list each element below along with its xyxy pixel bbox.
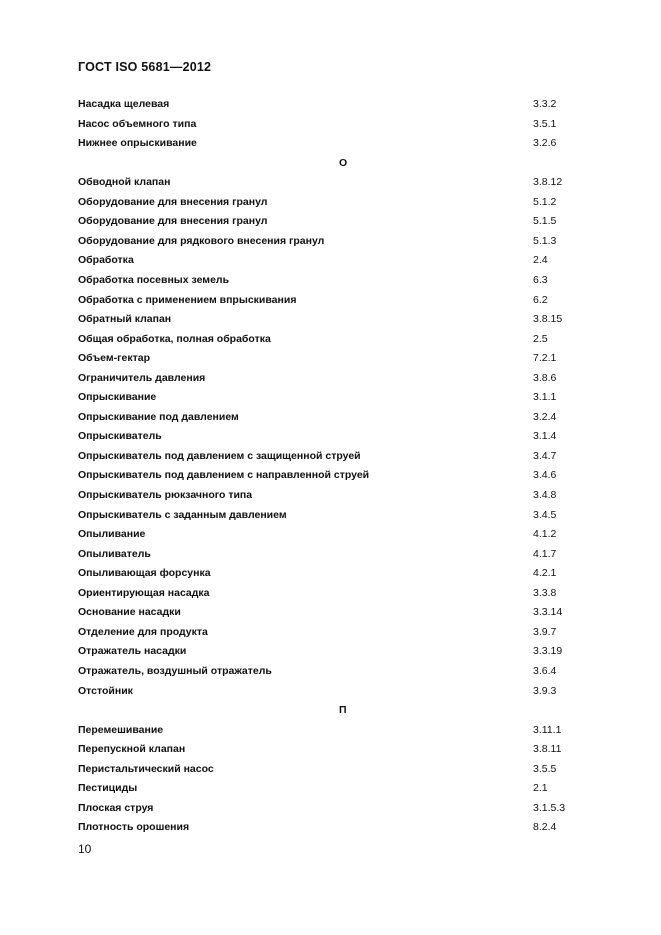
index-term: Плотность орошения (78, 821, 190, 833)
index-entry (78, 819, 598, 835)
index-term: Оборудование для внесения гранул (78, 215, 268, 227)
index-reference: 3.11.1 (533, 724, 562, 736)
index-term: Отделение для продукта (78, 626, 208, 638)
index-term: Опрыскивание под давлением (78, 411, 239, 423)
index-term: Оборудование для внесения гранул (78, 196, 268, 208)
index-reference: 4.2.1 (533, 567, 557, 579)
index-entry (78, 213, 598, 229)
index-entry (78, 780, 598, 796)
index-entry (78, 409, 598, 425)
index-reference: 3.1.4 (533, 430, 557, 442)
index-term: Опрыскиватель (78, 430, 162, 442)
index-term: Обработка посевных земель (78, 274, 230, 286)
index-entry (78, 565, 598, 581)
index-entry (78, 761, 598, 777)
index-reference: 3.1.5.3 (533, 802, 566, 814)
index-term: Опрыскиватель рюкзачного типа (78, 489, 253, 501)
index-reference: 5.1.5 (533, 215, 557, 227)
index-term: Отражатель, воздушный отражатель (78, 665, 272, 677)
index-reference: 3.8.15 (533, 313, 563, 325)
index-reference: 3.4.5 (533, 509, 557, 521)
index-reference: 4.1.2 (533, 528, 557, 540)
index-reference: 3.8.11 (533, 743, 562, 755)
index-entry (78, 683, 598, 699)
index-reference: 3.2.6 (533, 137, 557, 149)
index-term: Отстойник (78, 685, 133, 697)
index-term: Опрыскиватель под давлением с направленной струей (78, 469, 370, 481)
index-reference: 3.8.6 (533, 372, 557, 384)
index-entry (78, 487, 598, 503)
index-entry (78, 546, 598, 562)
index-reference: 3.5.1 (533, 118, 557, 130)
index-reference: 3.3.19 (533, 645, 563, 657)
index-entry (78, 272, 598, 288)
index-letter-heading: О (339, 157, 348, 169)
index-entry (78, 585, 598, 601)
index-entry (78, 252, 598, 268)
index-reference: 2.5 (533, 333, 548, 345)
index-reference: 6.2 (533, 294, 548, 306)
index-term: Обводной клапан (78, 176, 171, 188)
index-term: Перепускной клапан (78, 743, 186, 755)
index-term: Опрыскивание (78, 391, 157, 403)
index-term: Опыливающая форсунка (78, 567, 211, 579)
index-term: Объем-гектар (78, 352, 150, 364)
index-entry (78, 507, 598, 523)
index-reference: 3.9.7 (533, 626, 557, 638)
index-reference: 3.9.3 (533, 685, 557, 697)
index-reference: 5.1.2 (533, 196, 557, 208)
index-reference: 3.4.7 (533, 450, 557, 462)
index-term: Обработка (78, 254, 134, 266)
index-entry (78, 643, 598, 659)
index-entry (78, 135, 598, 151)
document-header: ГОСТ ISO 5681—2012 (78, 60, 212, 74)
index-entry (78, 311, 598, 327)
index-entry (78, 467, 598, 483)
index-entry (78, 389, 598, 405)
index-reference: 2.4 (533, 254, 548, 266)
index-reference: 3.3.14 (533, 606, 563, 618)
index-term: Плоская струя (78, 802, 154, 814)
index-term: Перемешивание (78, 724, 164, 736)
index-term: Опыливание (78, 528, 146, 540)
index-reference: 3.8.12 (533, 176, 563, 188)
index-entry (78, 350, 598, 366)
index-entry (78, 448, 598, 464)
index-reference: 3.3.8 (533, 587, 557, 599)
index-entry (78, 428, 598, 444)
index-term: Обработка с применением впрыскивания (78, 294, 297, 306)
index-term: Основание насадки (78, 606, 181, 618)
index-reference: 3.5.5 (533, 763, 557, 775)
index-reference: 3.2.4 (533, 411, 557, 423)
index-entry (78, 800, 598, 816)
index-entry (78, 663, 598, 679)
index-letter-heading: П (339, 704, 347, 716)
index-term: Пестициды (78, 782, 138, 794)
index-entry (78, 722, 598, 738)
index-reference: 2.1 (533, 782, 548, 794)
index-reference: 3.4.6 (533, 469, 557, 481)
index-entry (78, 331, 598, 347)
index-term: Опрыскиватель с заданным давлением (78, 509, 287, 521)
index-term: Перистальтический насос (78, 763, 214, 775)
index-term: Опыливатель (78, 548, 151, 560)
index-term: Опрыскиватель под давлением с защищенной струей (78, 450, 361, 462)
index-reference: 4.1.7 (533, 548, 557, 560)
index-term: Насос объемного типа (78, 118, 197, 130)
index-entry (78, 604, 598, 620)
index-reference: 3.6.4 (533, 665, 557, 677)
index-entry (78, 370, 598, 386)
index-term: Обратный клапан (78, 313, 172, 325)
index-reference: 6.3 (533, 274, 548, 286)
index-reference: 3.1.1 (533, 391, 557, 403)
index-term: Ориентирующая насадка (78, 587, 210, 599)
index-entry (78, 526, 598, 542)
index-term: Ограничитель давления (78, 372, 206, 384)
index-term: Насадка щелевая (78, 98, 170, 110)
index-term: Оборудование для рядкового внесения гранул (78, 235, 325, 247)
index-term: Отражатель насадки (78, 645, 187, 657)
page-number: 10 (78, 842, 92, 856)
index-entry (78, 624, 598, 640)
index-entry (78, 233, 598, 249)
index-entry (78, 741, 598, 757)
index-term: Нижнее опрыскивание (78, 137, 197, 149)
index-reference: 3.3.2 (533, 98, 557, 110)
index-entry (78, 174, 598, 190)
index-reference: 7.2.1 (533, 352, 557, 364)
index-reference: 5.1.3 (533, 235, 557, 247)
index-reference: 8.2.4 (533, 821, 557, 833)
index-term: Общая обработка, полная обработка (78, 333, 271, 345)
index-reference: 3.4.8 (533, 489, 557, 501)
index-entry (78, 116, 598, 132)
index-entry (78, 96, 598, 112)
index-entry (78, 194, 598, 210)
index-entry (78, 292, 598, 308)
